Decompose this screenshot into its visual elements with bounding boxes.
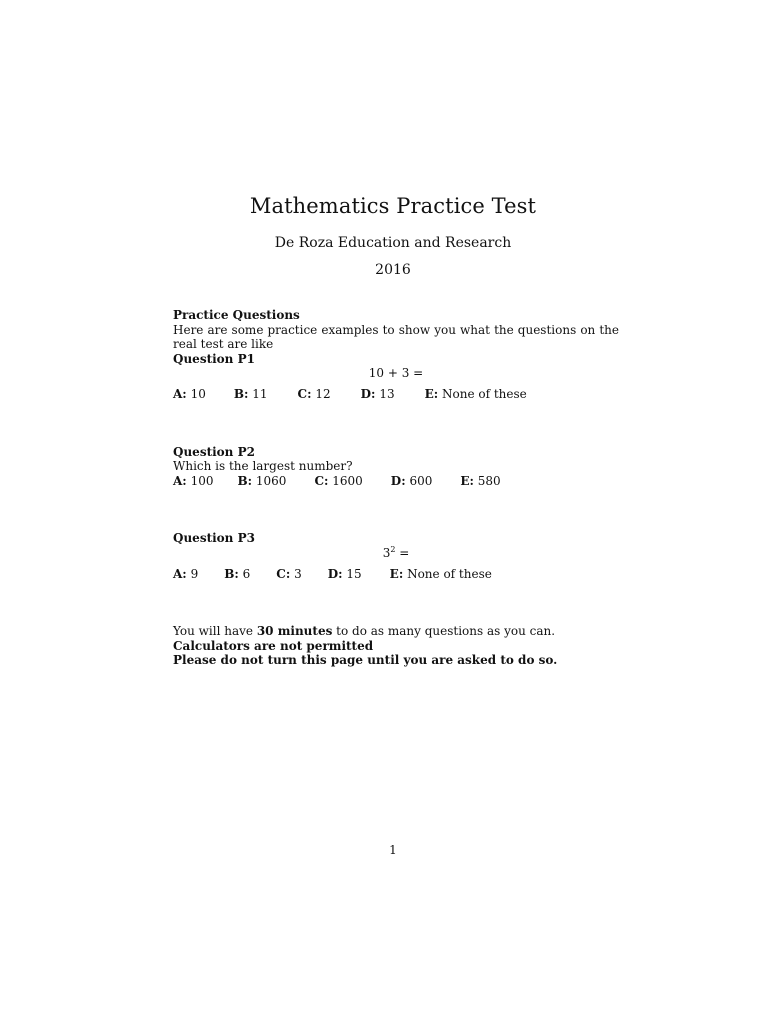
page-number: 1	[389, 843, 397, 857]
question-label: Question P1	[173, 351, 255, 366]
answer-option-e: E: None of these	[424, 386, 527, 401]
document-title: Mathematics Practice Test	[249, 194, 537, 218]
document-author: De Roza Education and Research	[274, 235, 512, 251]
document-body	[173, 308, 619, 668]
question-label: Question P3	[173, 531, 255, 546]
answer-options	[173, 387, 619, 402]
answer-option-a: A: 9	[173, 566, 199, 581]
answer-option-c: C: 3	[276, 566, 302, 581]
practice-intro: Here are some practice examples to show you what the questions on the real test are like	[173, 322, 619, 352]
answer-option-b: B: 1060	[237, 473, 287, 488]
answer-option-b: B: 11	[233, 386, 268, 401]
do-not-turn-note: Please do not turn this page until you are asked to do so.	[173, 653, 558, 668]
answer-option-b: B: 6	[224, 566, 251, 581]
answer-options	[173, 567, 619, 582]
answer-option-c: C: 12	[297, 386, 331, 401]
question-equation: 10 + 3 =	[368, 366, 424, 381]
time-limit-value: 30 minutes	[256, 624, 333, 639]
answer-option-e: E: None of these	[389, 566, 492, 581]
question-p2	[173, 445, 619, 489]
question-equation: $3^2$ =	[382, 544, 410, 560]
answer-option-c: C: 1600	[314, 473, 363, 488]
test-instructions	[173, 624, 619, 668]
answer-option-e: E: 580	[460, 473, 501, 488]
answer-option-a: A: 100	[173, 473, 214, 488]
answer-option-d: D: 13	[360, 386, 395, 401]
practice-heading: Practice Questions	[173, 308, 300, 322]
time-limit-note: You will have 30 minutes to do as many questions as you can.	[173, 624, 556, 639]
answer-option-d: D: 600	[390, 473, 433, 488]
equation-exponent: 2	[390, 544, 396, 554]
question-p1	[173, 352, 619, 402]
calculators-note: Calculators are not permitted	[173, 638, 374, 653]
answer-option-d: D: 15	[327, 566, 362, 581]
question-label: Question P2	[173, 444, 255, 459]
answer-options	[173, 474, 619, 489]
answer-option-a: A: 10	[173, 386, 206, 401]
question-prompt: Which is the largest number?	[173, 459, 353, 474]
question-p3	[173, 531, 619, 581]
document-year: 2016	[375, 262, 411, 278]
